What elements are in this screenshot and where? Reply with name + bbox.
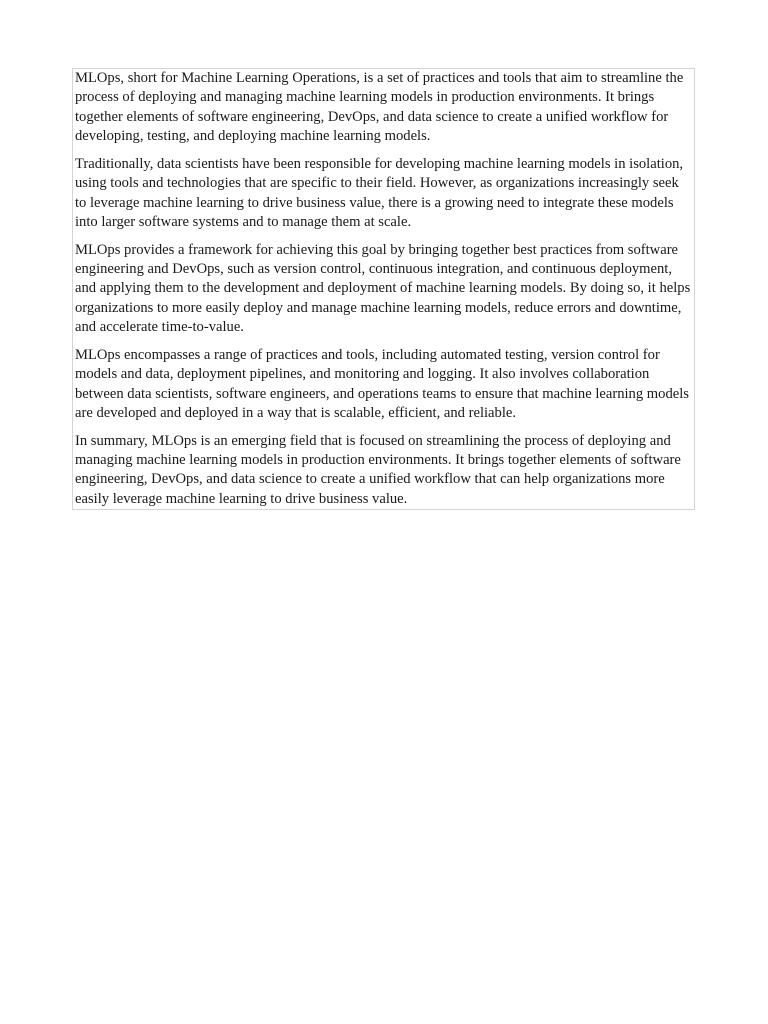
- paragraph-intro: MLOps, short for Machine Learning Operations, is a set of practices and tools that aim to streamline the process of deploying and managing machine learning models in production environments. It brings together elements of software engineering, DevOps, and data science to create a unified workflow for developing, testing, and deploying machine learning models.: [75, 70, 684, 145]
- paragraph-background: Traditionally, data scientists have been responsible for developing machine learning models in isolation, using tools and technologies that are specific to their field. However, as organizations increasingly seek to leverage machine learning to drive business value, there is a growing need to integrate these models into larger software systems and to manage them at scale.: [75, 155, 684, 231]
- paragraph-framework: MLOps provides a framework for achieving this goal by bringing together best practices from software engineering and DevOps, such as version control, continuous integration, and continuous deployment, and applying them to the development and deployment of machine learning models. By doing so, it helps organizations to more easily deploy and manage machine learning models, reduce errors and downtime, and accelerate time-to-value.: [75, 241, 691, 336]
- paragraph-practices: MLOps encompasses a range of practices and tools, including automated testing, version control for models and data, deployment pipelines, and monitoring and logging. It also involves collaboration between data scientists, software engineers, and operations teams to ensure that machine learning models are developed and deployed in a way that is scalable, efficient, and reliable.: [75, 346, 689, 422]
- paragraph-summary: In summary, MLOps is an emerging field that is focused on streamlining the process of deploying and managing machine learning models in production environments. It brings together elements of software engineering, DevOps, and data science to create a unified workflow that can help organizations more easily leverage machine learning to drive business value.: [75, 432, 681, 507]
- text-frame: [72, 68, 695, 510]
